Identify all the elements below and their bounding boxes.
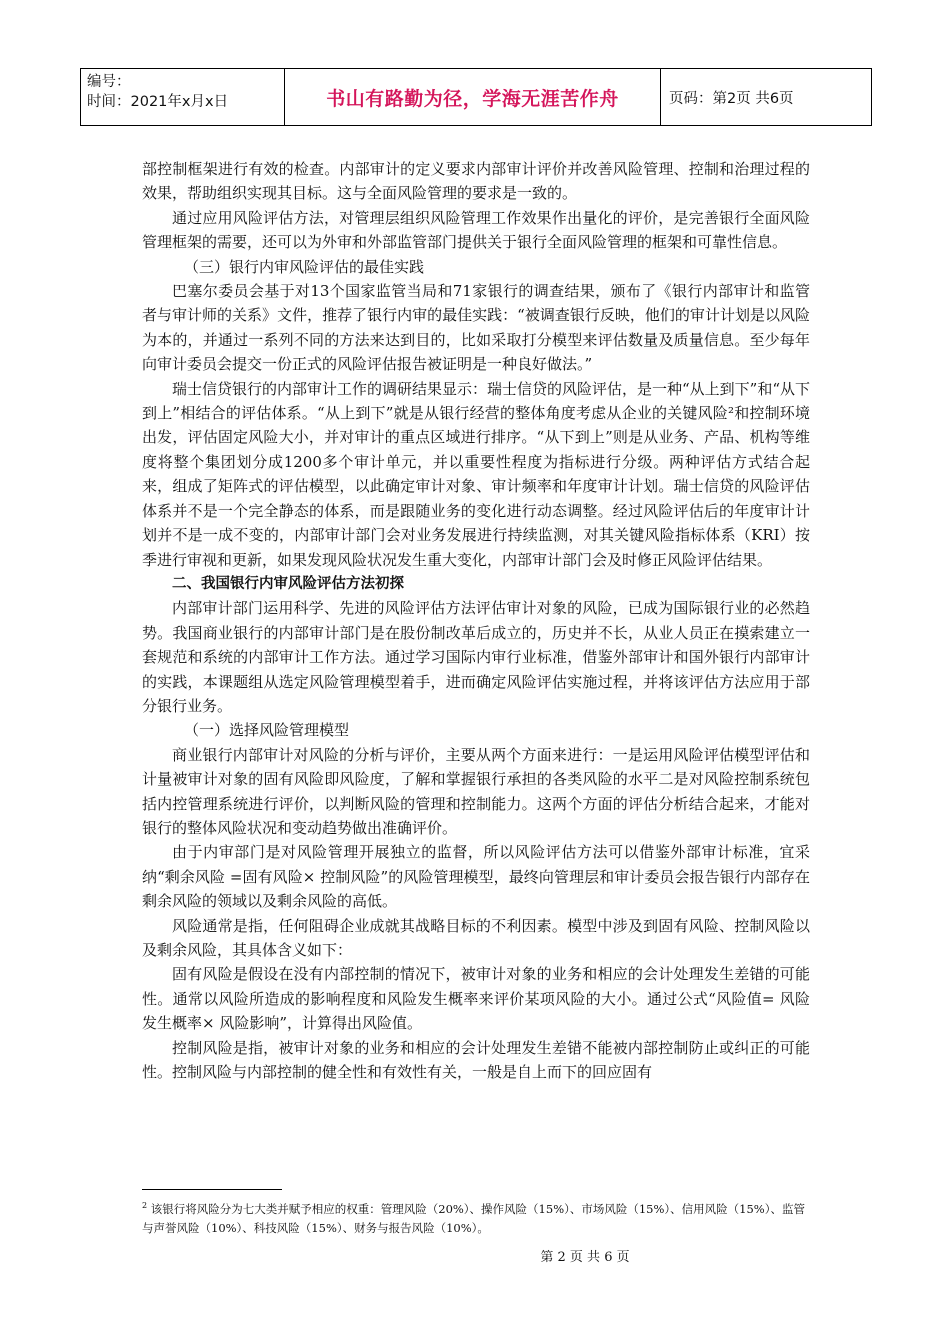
page-footer: 第 2 页 共 6 页 — [540, 1250, 630, 1265]
document-number-label: 编号： — [87, 74, 131, 90]
document-body — [142, 157, 810, 1084]
section-heading: （三）银行内审风险评估的最佳实践 — [184, 257, 425, 276]
body-paragraph: 部控制框架进行有效的检查。内部审计的定义要求内部审计评价并改善风险管理、控制和治理过程的效果，帮助组织实现其目标。这与全面风险管理的要求是一致的。 — [142, 160, 810, 203]
section-heading: （一）选择风险管理模型 — [184, 721, 350, 740]
footnote-divider — [142, 1189, 282, 1190]
footnote-marker: 2 — [142, 1201, 148, 1210]
body-paragraph: 通过应用风险评估方法，对管理层组织风险管理工作效果作出量化的评价，是完善银行全面风险管理框架的需要，还可以为外审和外部监管部门提供关于银行全面风险管理的框架和可靠性信息。 — [142, 208, 810, 252]
header-motto: 书山有路勤为径，学海无涯苦作舟 — [285, 69, 661, 125]
body-paragraph: 瑞士信贷银行的内部审计工作的调研结果显示：瑞士信贷的风险评估，是一种“从上到下”和“从下到上”相结合的评估体系。“从上到下”就是从银行经营的整体角度考虑从企业的关键风险²和控制环境出发，评估固定风险大小，并对审计的重点区域进行排序。“从下到上”则是从业务、产品、机构等维度将整个集团划分成1200多个审计单元，并以重要性程度为指标进行分级。两种评估方式结合起来，组成了矩阵式的评估模型，以此确定审计对象、审计频率和年度审计计划。瑞士信贷的风险评估体系并不是一个完全静态的体系，而是跟随业务的变化进行动态调整。经过风险评估后的年度审计计划并不是一成不变的，内部审计部门会对业务发展进行持续监测，对其关键风险指标体系（KRI）按季进行审视和更新，如果发现风险状况发生重大变化，内部审计部门会及时修正风险评估结果。 — [142, 379, 811, 569]
section-heading: 二、我国银行内审风险评估方法初探 — [172, 575, 404, 592]
body-paragraph: 控制风险是指，被审计对象的业务和相应的会计处理发生差错不能被内部控制防止或纠正的可能性。控制风险与内部控制的健全性和有效性有关，一般是自上而下的回应固有 — [142, 1038, 810, 1082]
body-paragraph: 商业银行内部审计对风险的分析与评价，主要从两个方面来进行：一是运用风险评估模型评估和计量被审计对象的固有风险即风险度，了解和掌握银行承担的各类风险的水平二是对风险控制系统包括内控管理系统进行评价，以判断风险的管理和控制能力。这两个方面的评估分析结合起来，才能对银行的整体风险状况和变动趋势做出准确评价。 — [142, 745, 810, 837]
body-paragraph: 由于内审部门是对风险管理开展独立的监督，所以风险评估方法可以借鉴外部审计标准，宜采纳“剩余风险 =固有风险× 控制风险”的风险管理模型，最终向管理层和审计委员会报告银行内部存在剩余风险的领域以及剩余风险的高低。 — [142, 843, 810, 911]
body-paragraph: 巴塞尔委员会基于对13个国家监管当局和71家银行的调查结果，颁布了《银行内部审计和监管者与审计师的关系》文件，推荐了银行内审的最佳实践：“被调查银行反映，他们的审计计划是以风险为本的，并通过一系列不同的方法来达到目的，比如采取打分模型来评估数量及质量信息。至少每年向审计委员会提交一份正式的风险评估报告被证明是一种良好做法。” — [142, 282, 810, 374]
page-header — [80, 68, 872, 126]
footnote-text: 该银行将风险分为七大类并赋予相应的权重：管理风险（20%）、操作风险（15%）、市场风险（15%）、信用风险（15%）、监管与声誉风险（10%）、科技风险（15%）、财务与报告风险（10%）。 — [142, 1201, 805, 1235]
footnote — [142, 1196, 810, 1238]
body-paragraph: 固有风险是假设在没有内部控制的情况下，被审计对象的业务和相应的会计处理发生差错的可能性。通常以风险所造成的影响程度和风险发生概率来评价某项风险的大小。通过公式“风险值= 风险发生概率× 风险影响”，计算得出风险值。 — [142, 965, 810, 1033]
document-date-label: 时间：2021年x月x日 — [87, 94, 229, 110]
body-paragraph: 内部审计部门运用科学、先进的风险评估方法评估审计对象的风险，已成为国际银行业的必然趋势。我国商业银行的内部审计部门是在股份制改革后成立的，历史并不长，从业人员正在摸索建立一套规范和系统的内部审计工作方法。通过学习国际内审行业标准，借鉴外部审计和国外银行内部审计的实践，本课题组从选定风险管理模型着手，进而确定风险评估实施过程，并将该评估方法应用于部分银行业务。 — [142, 599, 810, 715]
header-meta — [81, 69, 285, 125]
body-paragraph: 风险通常是指，任何阻碍企业成就其战略目标的不利因素。模型中涉及到固有风险、控制风险以及剩余风险，其具体含义如下： — [142, 916, 810, 959]
header-page-label: 页码：第2页 共6页 — [669, 90, 794, 107]
